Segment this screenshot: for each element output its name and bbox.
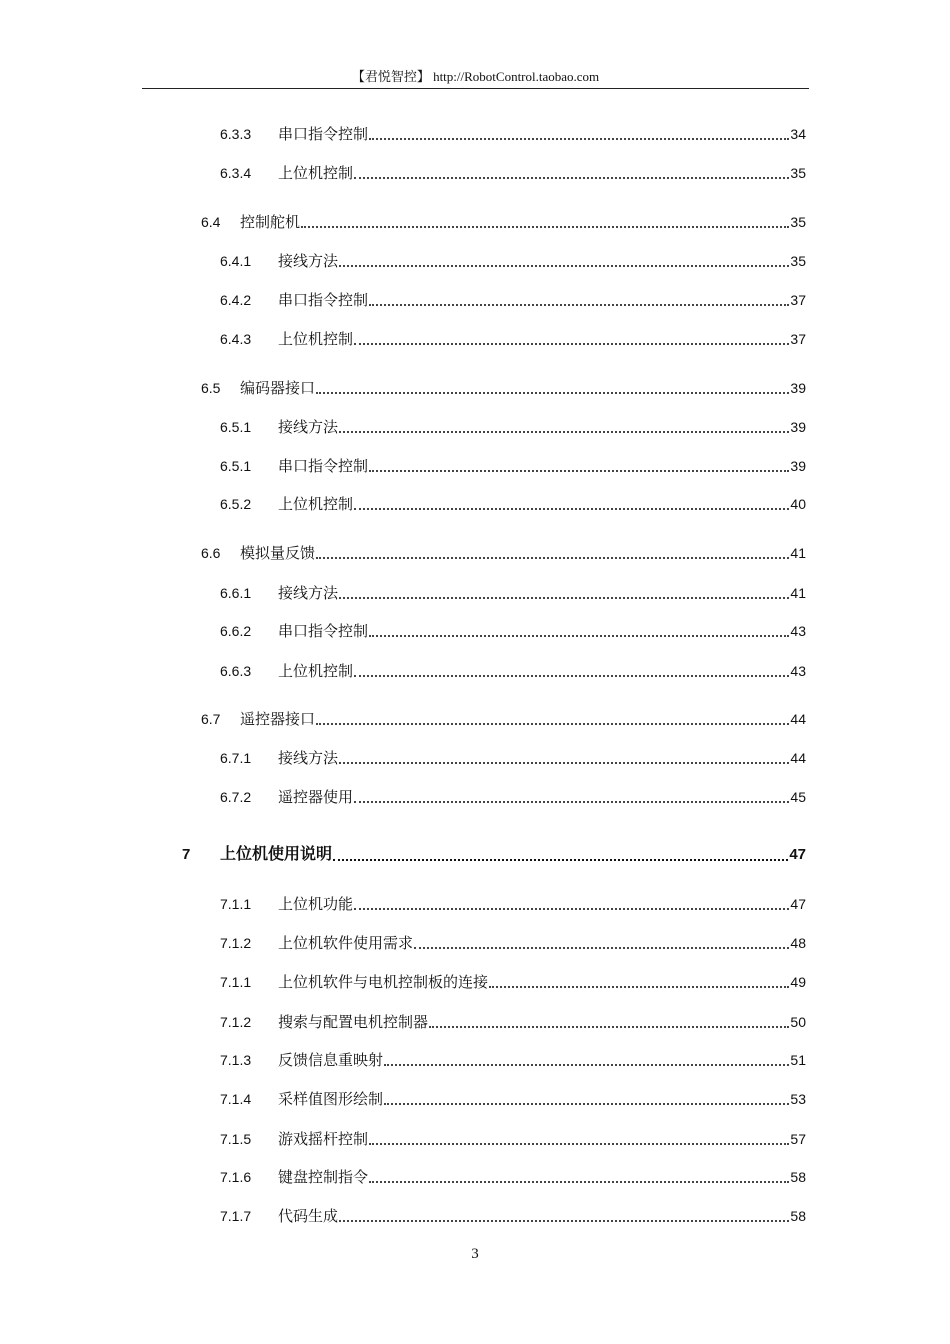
- dot-leader: [369, 470, 789, 472]
- toc-entry-page: 34: [790, 126, 806, 142]
- dot-leader: [339, 762, 789, 764]
- toc-entry-page: 47: [790, 896, 806, 912]
- toc-entry-number: 6.7.1: [220, 750, 252, 766]
- toc-entry[interactable]: [220, 747, 806, 769]
- dot-leader: [414, 947, 789, 949]
- page-number: 3: [471, 1246, 479, 1262]
- toc-entry-page: 41: [790, 545, 806, 561]
- toc-entry[interactable]: [220, 123, 806, 145]
- toc-entry[interactable]: [220, 1088, 806, 1110]
- toc-entry-page: 44: [790, 711, 806, 727]
- toc-entry-number: 7.1.1: [220, 896, 252, 912]
- dot-leader: [354, 908, 789, 910]
- toc-entry[interactable]: [201, 211, 806, 233]
- dot-leader: [369, 1143, 789, 1145]
- toc-entry[interactable]: [220, 660, 806, 682]
- toc-entry-page: 37: [790, 292, 806, 308]
- toc-entry-number: 6.3.4: [220, 165, 252, 181]
- toc-entry-page: 48: [790, 935, 806, 951]
- toc-entry-title: 接线方法: [278, 586, 339, 602]
- toc-entry-number: 6.6.2: [220, 623, 252, 639]
- toc-entry-title: 上位机软件使用需求: [278, 936, 414, 952]
- toc-entry-title: 模拟量反馈: [240, 546, 316, 562]
- dot-leader: [354, 675, 789, 677]
- toc-entry[interactable]: [220, 455, 806, 477]
- toc-entry-number: 6.6.1: [220, 585, 252, 601]
- toc-entry[interactable]: [220, 1166, 806, 1188]
- toc-entry-number: 7.1.2: [220, 935, 252, 951]
- dot-leader: [316, 723, 789, 725]
- toc-entry-number: 6.6.3: [220, 663, 252, 679]
- toc-entry-number: 6.7.2: [220, 789, 252, 805]
- toc-entry-title: 串口指令控制: [278, 127, 369, 143]
- toc-entry-number: 6.5.2: [220, 496, 252, 512]
- toc-entry-title: 接线方法: [278, 420, 339, 436]
- toc-entry-title: 串口指令控制: [278, 459, 369, 475]
- toc-entry[interactable]: [220, 1128, 806, 1150]
- toc-entry-number: 7.1.2: [220, 1014, 252, 1030]
- dot-leader: [384, 1103, 789, 1105]
- toc-entry-page: 47: [789, 846, 806, 863]
- dot-leader: [339, 597, 789, 599]
- toc-entry-title: 键盘控制指令: [278, 1170, 369, 1186]
- dot-leader: [333, 859, 788, 861]
- toc-entry-page: 57: [790, 1131, 806, 1147]
- toc-entry-number: 7.1.7: [220, 1208, 252, 1224]
- toc-entry-page: 53: [790, 1091, 806, 1107]
- dot-leader: [369, 635, 789, 637]
- toc-entry-number: 6.4.1: [220, 253, 252, 269]
- dot-leader: [339, 431, 789, 433]
- toc-entry-page: 50: [790, 1014, 806, 1030]
- toc-entry-page: 58: [790, 1208, 806, 1224]
- toc-entry-page: 44: [790, 750, 806, 766]
- toc-entry[interactable]: [220, 1049, 806, 1071]
- toc-entry-title: 上位机使用说明: [220, 846, 333, 863]
- toc-entry-page: 35: [790, 214, 806, 230]
- toc-entry-number: 7.1.6: [220, 1169, 252, 1185]
- toc-entry-title: 上位机控制: [278, 332, 354, 348]
- toc-entry-page: 49: [790, 974, 806, 990]
- toc-entry-title: 上位机控制: [278, 166, 354, 182]
- toc-entry[interactable]: [201, 708, 806, 730]
- toc-entry-number: 6.5.1: [220, 458, 252, 474]
- toc-entry-page: 58: [790, 1169, 806, 1185]
- toc-entry[interactable]: [220, 932, 806, 954]
- toc-entry-title: 串口指令控制: [278, 293, 369, 309]
- toc-entry-page: 43: [790, 663, 806, 679]
- toc-entry-page: 41: [790, 585, 806, 601]
- dot-leader: [354, 508, 789, 510]
- toc-entry-page: 35: [790, 165, 806, 181]
- toc-entry[interactable]: [201, 377, 806, 399]
- toc-entry-page: 39: [790, 419, 806, 435]
- toc-entry-page: 37: [790, 331, 806, 347]
- toc-entry-title: 搜索与配置电机控制器: [278, 1015, 429, 1031]
- toc-entry-number: 7.1.4: [220, 1091, 252, 1107]
- toc-entry-title: 反馈信息重映射: [278, 1053, 384, 1069]
- toc-entry-title: 串口指令控制: [278, 624, 369, 640]
- toc-entry-title: 上位机功能: [278, 897, 354, 913]
- dot-leader: [489, 986, 789, 988]
- toc-entry-page: 39: [790, 380, 806, 396]
- dot-leader: [354, 177, 789, 179]
- toc-entry[interactable]: [220, 416, 806, 438]
- toc-entry-page: 51: [790, 1052, 806, 1068]
- toc-entry-number: 6.4: [201, 214, 221, 230]
- toc-entry[interactable]: [220, 620, 806, 642]
- dot-leader: [354, 343, 789, 345]
- toc-entry-number: 6.4.3: [220, 331, 252, 347]
- toc-entry[interactable]: [182, 844, 806, 866]
- toc-entry[interactable]: [220, 1205, 806, 1227]
- dot-leader: [369, 1181, 789, 1183]
- toc-entry-title: 接线方法: [278, 751, 339, 767]
- toc-entry-number: 7: [182, 846, 191, 863]
- toc-entry[interactable]: [220, 971, 806, 993]
- toc-entry-title: 上位机控制: [278, 497, 354, 513]
- toc-entry-title: 采样值图形绘制: [278, 1092, 384, 1108]
- dot-leader: [369, 138, 789, 140]
- toc-entry-number: 6.5: [201, 380, 221, 396]
- toc-entry-page: 35: [790, 253, 806, 269]
- toc-entry[interactable]: [220, 582, 806, 604]
- toc-entry-number: 7.1.3: [220, 1052, 252, 1068]
- toc-entry[interactable]: [220, 1011, 806, 1033]
- dot-leader: [339, 265, 789, 267]
- toc-entry-title: 代码生成: [278, 1209, 339, 1225]
- toc-entry-page: 40: [790, 496, 806, 512]
- toc-entry-number: 7.1.1: [220, 974, 252, 990]
- dot-leader: [354, 801, 789, 803]
- toc-entry-title: 编码器接口: [240, 381, 316, 397]
- dot-leader: [316, 557, 789, 559]
- toc-entry[interactable]: [201, 542, 806, 564]
- toc-entry-title: 控制舵机: [240, 215, 301, 231]
- toc-entry[interactable]: [220, 328, 806, 350]
- toc-entry-number: 6.4.2: [220, 292, 252, 308]
- toc-entry[interactable]: [220, 162, 806, 184]
- dot-leader: [369, 304, 789, 306]
- toc-entry-number: 7.1.5: [220, 1131, 252, 1147]
- toc-entry-title: 遥控器接口: [240, 712, 316, 728]
- toc-entry-title: 遥控器使用: [278, 790, 354, 806]
- page-header: 【君悦智控】 http://RobotControl.taobao.com: [351, 69, 600, 84]
- toc-entry-number: 6.6: [201, 545, 221, 561]
- dot-leader: [429, 1026, 789, 1028]
- toc-entry-title: 接线方法: [278, 254, 339, 270]
- toc-entry-number: 6.7: [201, 711, 221, 727]
- toc-entry-title: 游戏摇杆控制: [278, 1132, 369, 1148]
- toc-entry-page: 43: [790, 623, 806, 639]
- dot-leader: [301, 226, 789, 228]
- toc-entry-title: 上位机控制: [278, 664, 354, 680]
- toc-entry[interactable]: [220, 250, 806, 272]
- toc-entry-title: 上位机软件与电机控制板的连接: [278, 975, 489, 991]
- toc-entry-page: 39: [790, 458, 806, 474]
- toc-entry-number: 6.5.1: [220, 419, 252, 435]
- toc-entry-number: 6.3.3: [220, 126, 252, 142]
- dot-leader: [339, 1220, 789, 1222]
- toc-entry[interactable]: [220, 493, 806, 515]
- toc-entry-page: 45: [790, 789, 806, 805]
- dot-leader: [384, 1064, 789, 1066]
- toc-entry[interactable]: [220, 289, 806, 311]
- toc-entry[interactable]: [220, 893, 806, 915]
- dot-leader: [316, 392, 789, 394]
- toc-entry[interactable]: [220, 786, 806, 808]
